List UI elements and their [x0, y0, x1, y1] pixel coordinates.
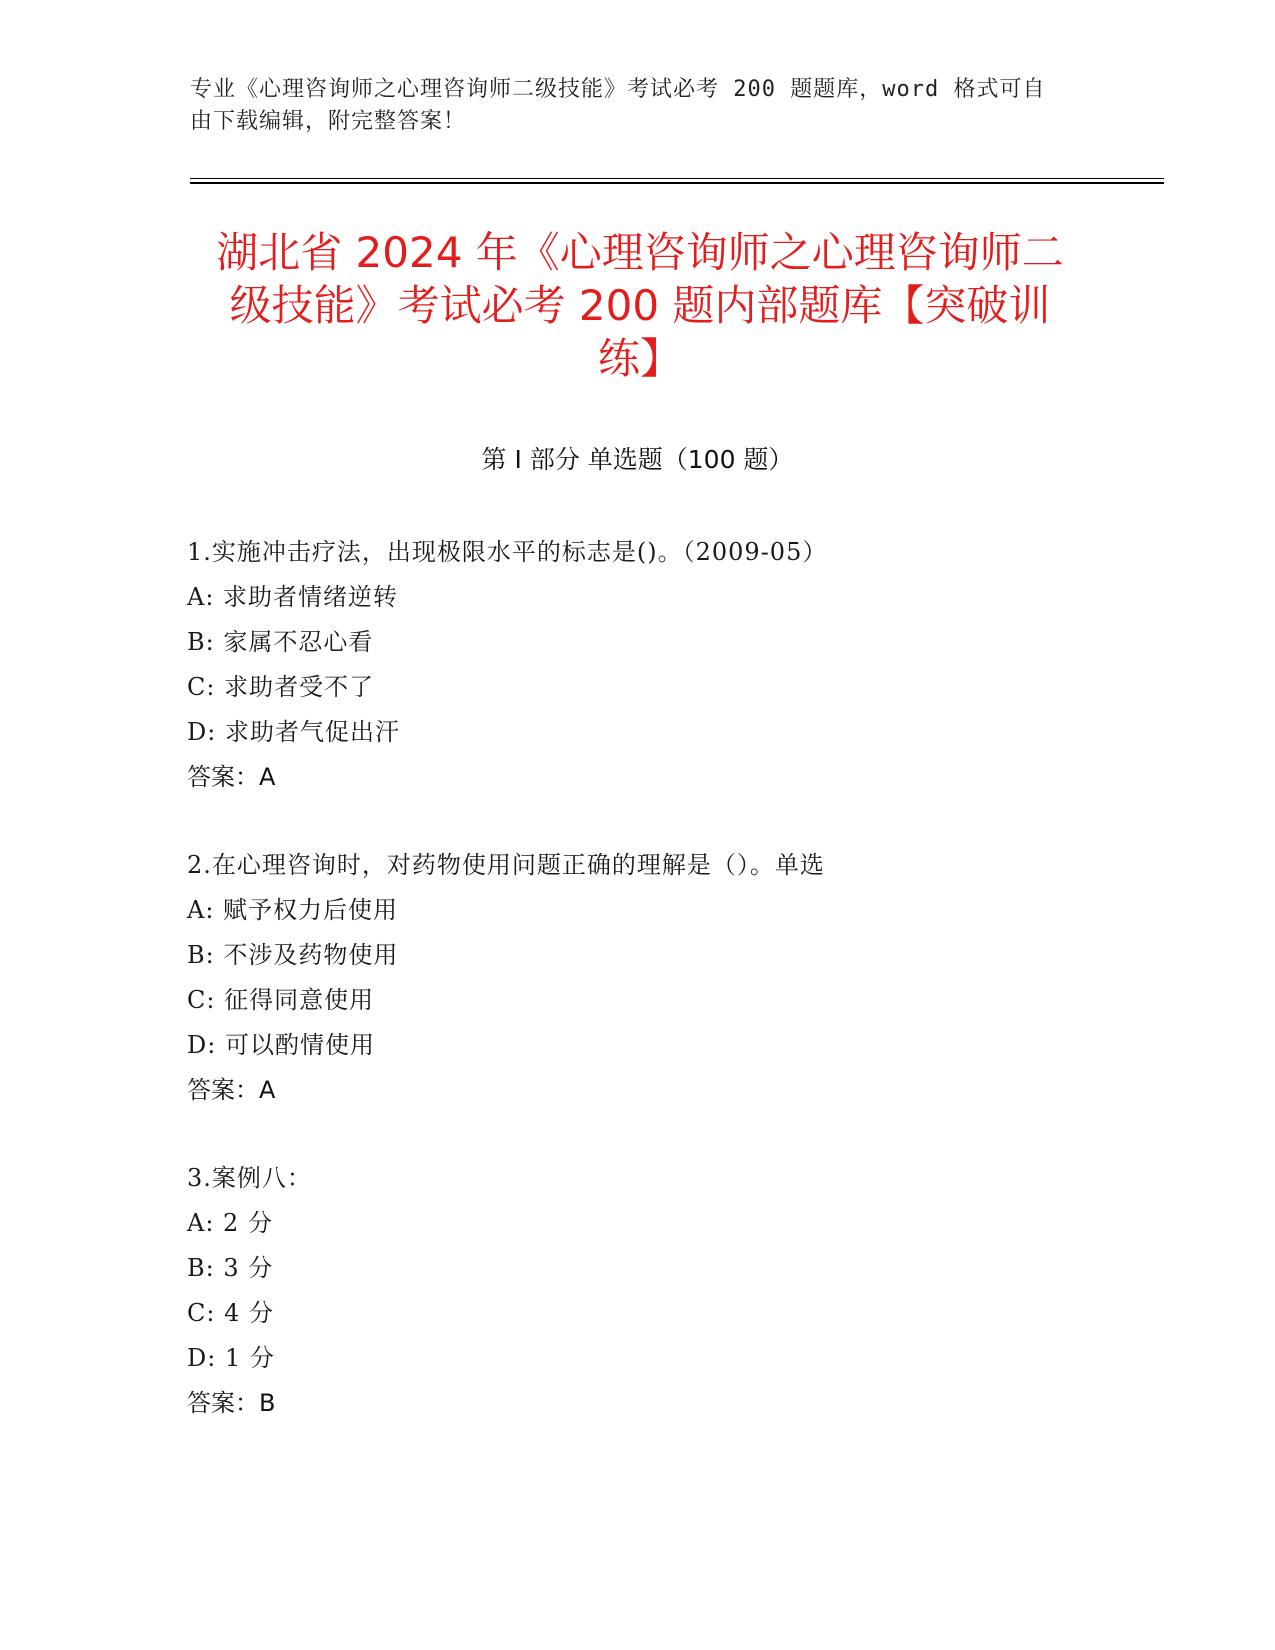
- option-c: C: 求助者受不了: [187, 673, 375, 701]
- question-stem: 1.实施冲击疗法，出现极限水平的标志是()。（2009-05）: [187, 538, 828, 566]
- document-title: [180, 226, 1100, 385]
- title-line-1: 湖北省 2024 年《心理咨询师之心理咨询师二: [216, 228, 1064, 277]
- header-divider-thick: [190, 182, 1164, 184]
- answer-text: 答案：A: [187, 763, 276, 791]
- section-heading: 第 I 部分 单选题（100 题）: [481, 445, 794, 474]
- header-divider-thin: [190, 178, 1164, 179]
- option-b: B: 家属不忍心看: [187, 628, 374, 656]
- answer-text: 答案：B: [187, 1389, 276, 1417]
- question-2: [187, 843, 1147, 1113]
- option-a: A: 赋予权力后使用: [187, 896, 399, 924]
- question-stem: 3.案例八：: [187, 1164, 312, 1192]
- option-b: B: 3 分: [187, 1254, 274, 1282]
- title-line-3: 练】: [597, 334, 682, 383]
- question-3: [187, 1156, 1147, 1426]
- question-1: [187, 530, 1147, 800]
- answer-text: 答案：A: [187, 1076, 276, 1104]
- option-d: D: 可以酌情使用: [187, 1031, 375, 1059]
- option-b: B: 不涉及药物使用: [187, 941, 399, 969]
- option-c: C: 征得同意使用: [187, 986, 375, 1014]
- intro-text: [190, 74, 1080, 138]
- option-d: D: 求助者气促出汗: [187, 718, 400, 746]
- question-stem: 2.在心理咨询时，对药物使用问题正确的理解是（）。单选: [187, 851, 825, 879]
- option-d: D: 1 分: [187, 1344, 275, 1372]
- intro-line-2: 由下载编辑，附完整答案！: [190, 109, 467, 134]
- intro-line-1: 专业《心理咨询师之心理咨询师二级技能》考试必考 200 题题库，word 格式可自: [190, 77, 1046, 102]
- option-a: A: 求助者情绪逆转: [187, 583, 399, 611]
- question-list: [187, 530, 1147, 1469]
- option-a: A: 2 分: [187, 1209, 273, 1237]
- option-c: C: 4 分: [187, 1299, 274, 1327]
- title-line-2: 级技能》考试必考 200 题内部题库【突破训: [229, 281, 1051, 330]
